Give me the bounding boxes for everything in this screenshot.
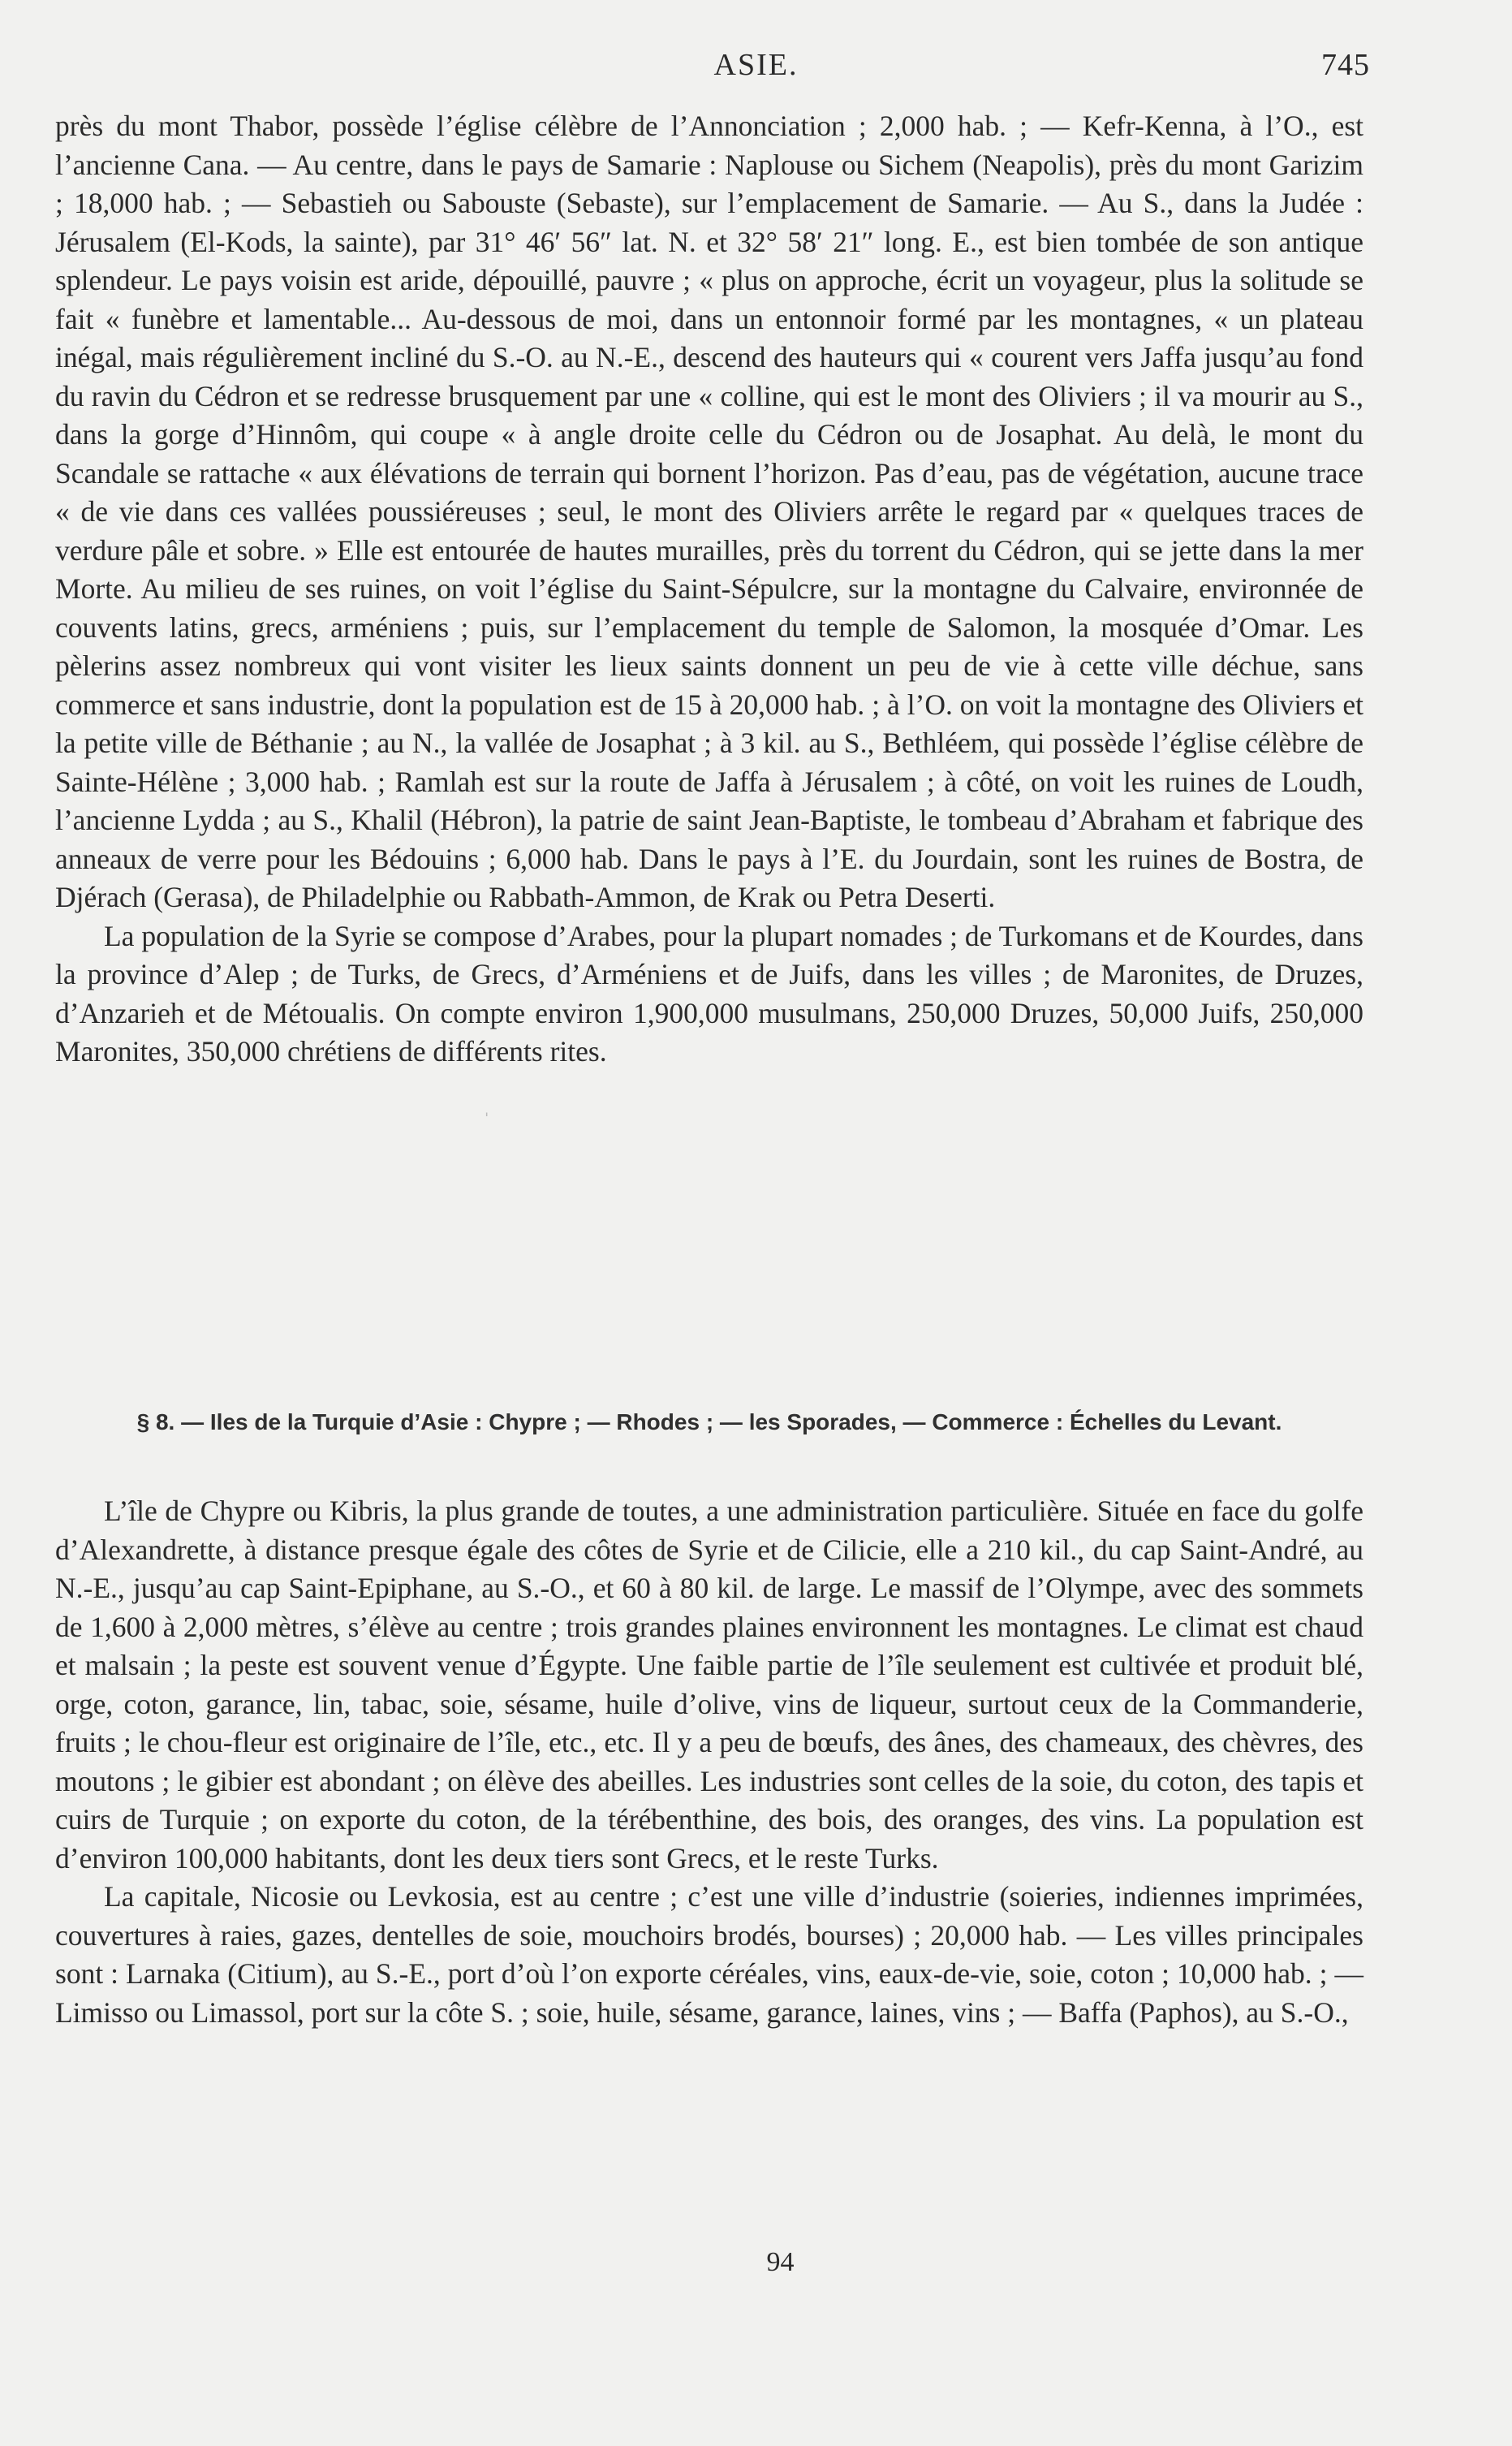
text-block-lower bbox=[55, 1492, 1363, 2032]
paragraph-capitale: La capitale, Nicosie ou Levkosia, est au centre ; c’est une ville d’industrie (soieries, indiennes imprimées, couvertures à raies, gazes, dentelles de soie, mouchoirs brodés, bourses) ; 20,000 hab. — Les villes principales sont : Larnaka (Citium), au S.-E., port d’où l’on exporte céréales, vins, eaux-de-vie, soie, coton ; 10,000 hab. ; — Limisso ou Limassol, port sur la côte S. ; soie, huile, sésame, garance, laines, vins ; — Baffa (Paphos), au S.-O., bbox=[55, 1880, 1363, 2029]
page-number: 745 bbox=[1321, 48, 1370, 82]
paragraph-chypre: L’île de Chypre ou Kibris, la plus grande de toutes, a une administration particulière. Située en face du golfe d’Alexandrette, à distance presque égale des côtes de Syrie et de Cilicie, elle a 210 kil., du cap Saint-André, au N.-E., jusqu’au cap Saint-Epiphane, au S.-O., et 60 à 80 kil. de large. Le massif de l’Olympe, avec des sommets de 1,600 à 2,000 mètres, s’élève au centre ; trois grandes plaines environnent les montagnes. Le climat est chaud et malsain ; la peste est souvent venue d’Égypte. Une faible partie de l’île seulement est cultivée et produit blé, orge, coton, garance, lin, tabac, soie, sésame, huile d’olive, vins de liqueur, surtout ceux de la Commanderie, fruits ; le chou-fleur est originaire de l’île, etc., etc. Il y a peu de bœufs, des ânes, des chameaux, des chèvres, des moutons ; le gibier est abondant ; on élève des abeilles. Les industries sont celles de la soie, du coton, des tapis et cuirs de Turquie ; on exporte du coton, de la térébenthine, des bois, des oranges, des vins. La population est d’environ 100,000 habitants, dont les deux tiers sont Grecs, et le reste Turks. bbox=[55, 1495, 1363, 1874]
section-heading: § 8. — Iles de la Turquie d’Asie : Chypre ; — Rhodes ; — les Sporades, — Commerce : Échelles du Levant. bbox=[136, 1409, 1282, 1434]
paragraph-population: La population de la Syrie se compose d’Arabes, pour la plupart nomades ; de Turkomans et de Kourdes, dans la province d’Alep ; de Turks, de Grecs, d’Arméniens et de Juifs, dans les villes ; de Maronites, de Druzes, d’Anzarieh et de Métoualis. On compte environ 1,900,000 musulmans, 250,000 Druzes, 50,000 Juifs, 250,000 Maronites, 350,000 chrétiens de différents rites. bbox=[55, 919, 1363, 1068]
signature-mark: 94 bbox=[766, 2247, 795, 2277]
running-title: ASIE. bbox=[713, 48, 799, 82]
text-block-upper bbox=[55, 107, 1363, 1072]
small-ornament: ˌ bbox=[483, 1092, 491, 1117]
paragraph-palestine: près du mont Thabor, possède l’église célèbre de l’Annonciation ; 2,000 hab. ; — Kefr-Kenna, à l’O., est l’ancienne Cana. — Au centre, dans le pays de Samarie : Naplouse ou Sichem (Neapolis), près du mont Garizim ; 18,000 hab. ; — Sebastieh ou Sabouste (Sebaste), sur l’emplacement de Samarie. — Au S., dans la Judée : Jérusalem (El-Kods, la sainte), par 31° 46′ 56″ lat. N. et 32° 58′ 21″ long. E., est bien tombée de son antique splendeur. Le pays voisin est aride, dépouillé, pauvre ; « plus on approche, écrit un voyageur, plus la solitude se fait « funèbre et lamentable... Au-dessous de moi, dans un entonnoir formé par les montagnes, « un plateau inégal, mais régulièrement incliné du S.-O. au N.-E., descend des hauteurs qui « courent vers Jaffa jusqu’au fond du ravin du Cédron et se redresse brusquement par une « colline, qui est le mont des Oliviers ; il va mourir au S., dans la gorge d’Hinnôm, qui coupe « à angle droite celle du Cédron ou de Josaphat. Au delà, le mont du Scandale se rattache « aux élévations de terrain qui bornent l’horizon. Pas d’eau, pas de végétation, aucune trace « de vie dans ces vallées poussiéreuses ; seul, le mont des Oliviers arrête le regard par « quelques traces de verdure pâle et sobre. » Elle est entourée de hautes murailles, près du torrent du Cédron, qui se jette dans la mer Morte. Au milieu de ses ruines, on voit l’église du Saint-Sépulcre, sur la montagne du Calvaire, environnée de couvents latins, grecs, arméniens ; puis, sur l’emplacement du temple de Salomon, la mosquée d’Omar. Les pèlerins assez nombreux qui vont visiter les lieux saints donnent un peu de vie à cette ville déchue, sans commerce et sans industrie, dont la population est de 15 à 20,000 hab. ; à l’O. on voit la montagne des Oliviers et la petite ville de Béthanie ; au N., la vallée de Josaphat ; à 3 kil. au S., Bethléem, qui possède l’église célèbre de Sainte-Hélène ; 3,000 hab. ; Ramlah est sur la route de Jaffa à Jérusalem ; à côté, on voit les ruines de Loudh, l’ancienne Lydda ; au S., Khalil (Hébron), la patrie de saint Jean-Baptiste, le tombeau d’Abraham et fabrique des anneaux de verre pour les Bédouins ; 6,000 hab. Dans le pays à l’E. du Jourdain, sont les ruines de Bostra, de Djérach (Gerasa), de Philadelphie ou Rabbath-Ammon, de Krak ou Petra Deserti. bbox=[55, 110, 1363, 913]
running-header bbox=[0, 42, 1512, 91]
